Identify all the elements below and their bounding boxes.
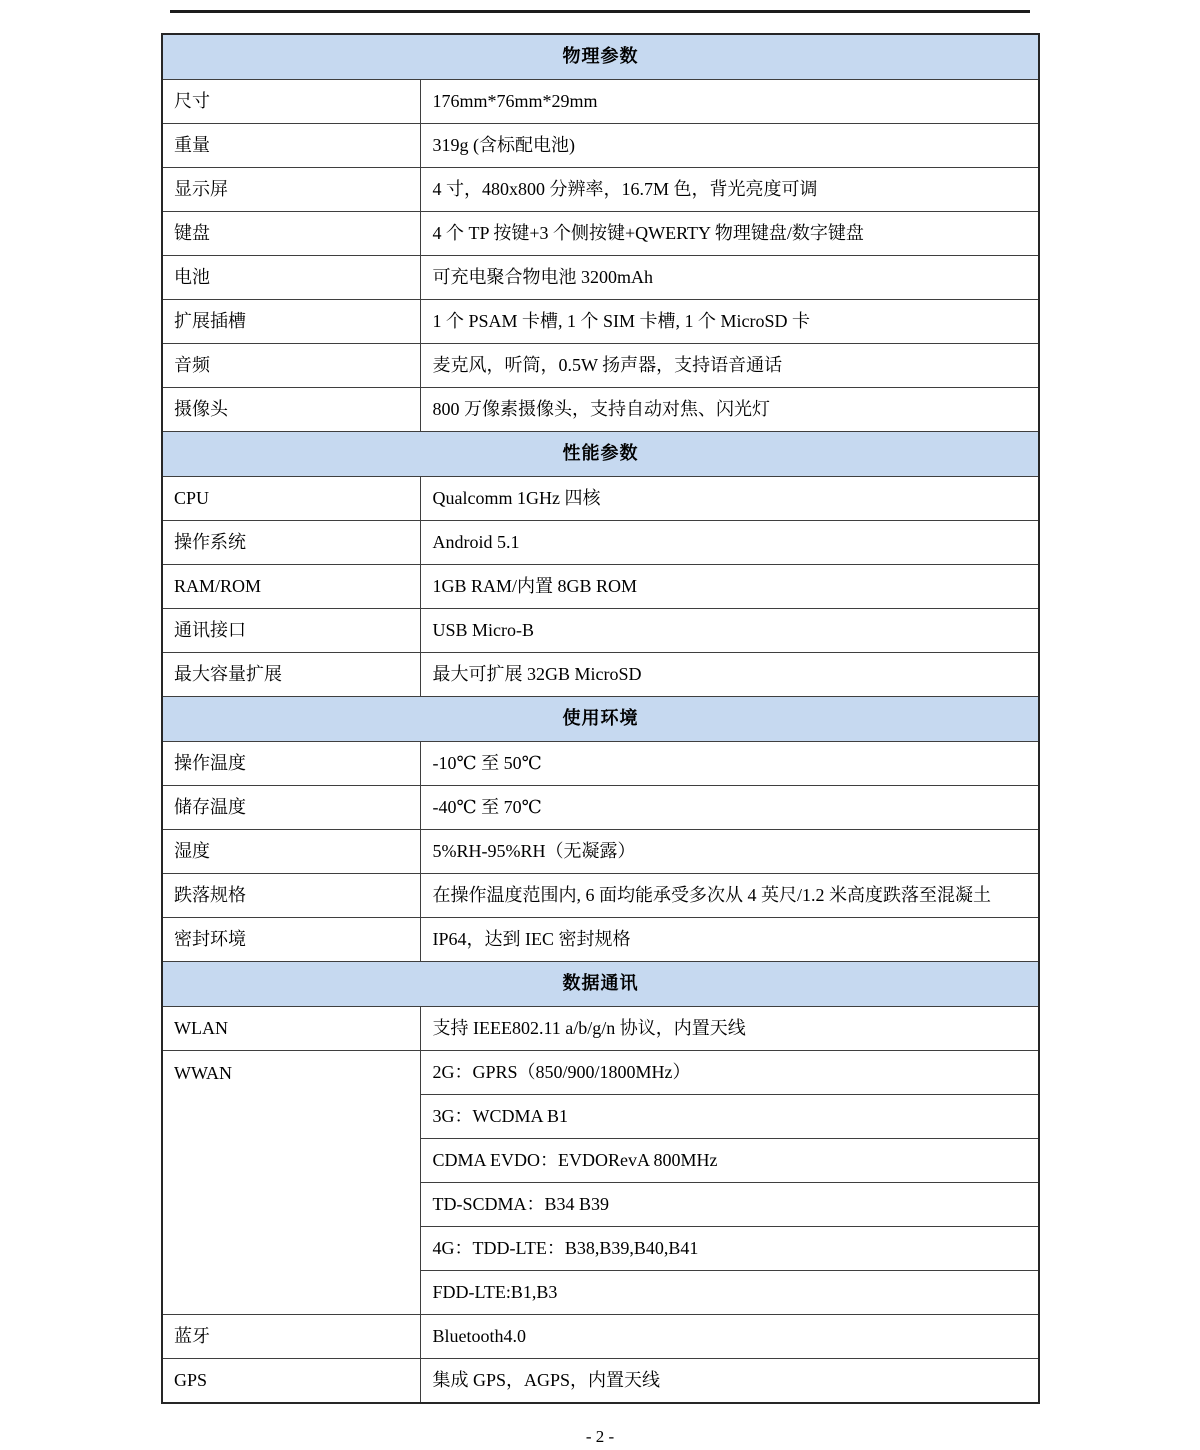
spec-label: 尺寸: [162, 80, 420, 124]
spec-value: 800 万像素摄像头，支持自动对焦、闪光灯: [420, 388, 1039, 432]
spec-value: USB Micro-B: [420, 609, 1039, 653]
table-row: [162, 1359, 1039, 1404]
spec-label: 储存温度: [162, 786, 420, 830]
table-row: [162, 1051, 1039, 1095]
spec-value: IP64，达到 IEC 密封规格: [420, 918, 1039, 962]
table-row: [162, 742, 1039, 786]
table-row: [162, 1315, 1039, 1359]
spec-value: -10℃ 至 50℃: [420, 742, 1039, 786]
spec-label: 操作系统: [162, 521, 420, 565]
spec-value: 319g (含标配电池): [420, 124, 1039, 168]
section-title: 性能参数: [162, 432, 1039, 477]
section-header-row: [162, 962, 1039, 1007]
table-row: [162, 80, 1039, 124]
table-row: [162, 256, 1039, 300]
spec-value: Android 5.1: [420, 521, 1039, 565]
table-row: [162, 521, 1039, 565]
spec-value: 2G：GPRS（850/900/1800MHz）: [420, 1051, 1039, 1095]
spec-table: [161, 33, 1040, 1404]
spec-label: 蓝牙: [162, 1315, 420, 1359]
section-title: 物理参数: [162, 34, 1039, 80]
spec-value: 麦克风，听筒，0.5W 扬声器，支持语音通话: [420, 344, 1039, 388]
spec-value: 176mm*76mm*29mm: [420, 80, 1039, 124]
spec-label: 通讯接口: [162, 609, 420, 653]
section-title: 数据通讯: [162, 962, 1039, 1007]
table-row: [162, 1007, 1039, 1051]
spec-value: CDMA EVDO：EVDORevA 800MHz: [420, 1139, 1039, 1183]
header-rule: [170, 10, 1030, 13]
section-header-row: [162, 697, 1039, 742]
spec-value: Qualcomm 1GHz 四核: [420, 477, 1039, 521]
table-row: [162, 124, 1039, 168]
spec-value: 3G：WCDMA B1: [420, 1095, 1039, 1139]
spec-value: 集成 GPS，AGPS，内置天线: [420, 1359, 1039, 1404]
spec-label: 显示屏: [162, 168, 420, 212]
page-number: - 2 -: [585, 1427, 615, 1446]
spec-value: 支持 IEEE802.11 a/b/g/n 协议，内置天线: [420, 1007, 1039, 1051]
table-row: [162, 477, 1039, 521]
spec-value: 最大可扩展 32GB MicroSD: [420, 653, 1039, 697]
table-row: [162, 786, 1039, 830]
spec-value: -40℃ 至 70℃: [420, 786, 1039, 830]
spec-value: 4 个 TP 按键+3 个侧按键+QWERTY 物理键盘/数字键盘: [420, 212, 1039, 256]
spec-label: 操作温度: [162, 742, 420, 786]
spec-label: GPS: [162, 1359, 420, 1404]
spec-label: 湿度: [162, 830, 420, 874]
spec-label: 扩展插槽: [162, 300, 420, 344]
spec-value: 4G：TDD-LTE：B38,B39,B40,B41: [420, 1227, 1039, 1271]
section-title: 使用环境: [162, 697, 1039, 742]
spec-value: FDD-LTE:B1,B3: [420, 1271, 1039, 1315]
spec-value: 1 个 PSAM 卡槽, 1 个 SIM 卡槽, 1 个 MicroSD 卡: [420, 300, 1039, 344]
section-header-row: [162, 34, 1039, 80]
table-row: [162, 344, 1039, 388]
spec-label: 重量: [162, 124, 420, 168]
table-row: [162, 918, 1039, 962]
spec-label: 最大容量扩展: [162, 653, 420, 697]
spec-value: 可充电聚合物电池 3200mAh: [420, 256, 1039, 300]
spec-label: RAM/ROM: [162, 565, 420, 609]
table-row: [162, 830, 1039, 874]
spec-label: 键盘: [162, 212, 420, 256]
table-row: [162, 565, 1039, 609]
spec-label: CPU: [162, 477, 420, 521]
section-header-row: [162, 432, 1039, 477]
spec-label: WLAN: [162, 1007, 420, 1051]
spec-label: 跌落规格: [162, 874, 420, 918]
spec-value: 4 寸，480x800 分辨率，16.7M 色，背光亮度可调: [420, 168, 1039, 212]
spec-value: 1GB RAM/内置 8GB ROM: [420, 565, 1039, 609]
spec-value: 在操作温度范围内, 6 面均能承受多次从 4 英尺/1.2 米高度跌落至混凝土: [420, 874, 1039, 918]
table-row: [162, 874, 1039, 918]
table-row: [162, 212, 1039, 256]
spec-value: 5%RH-95%RH（无凝露）: [420, 830, 1039, 874]
table-row: [162, 300, 1039, 344]
spec-label: 电池: [162, 256, 420, 300]
spec-table-body: [162, 34, 1039, 1403]
spec-label: 密封环境: [162, 918, 420, 962]
spec-label: WWAN: [162, 1051, 420, 1315]
table-row: [162, 653, 1039, 697]
spec-label: 摄像头: [162, 388, 420, 432]
spec-label: 音频: [162, 344, 420, 388]
table-row: [162, 168, 1039, 212]
spec-value: Bluetooth4.0: [420, 1315, 1039, 1359]
spec-value: TD-SCDMA：B34 B39: [420, 1183, 1039, 1227]
table-row: [162, 609, 1039, 653]
table-row: [162, 388, 1039, 432]
